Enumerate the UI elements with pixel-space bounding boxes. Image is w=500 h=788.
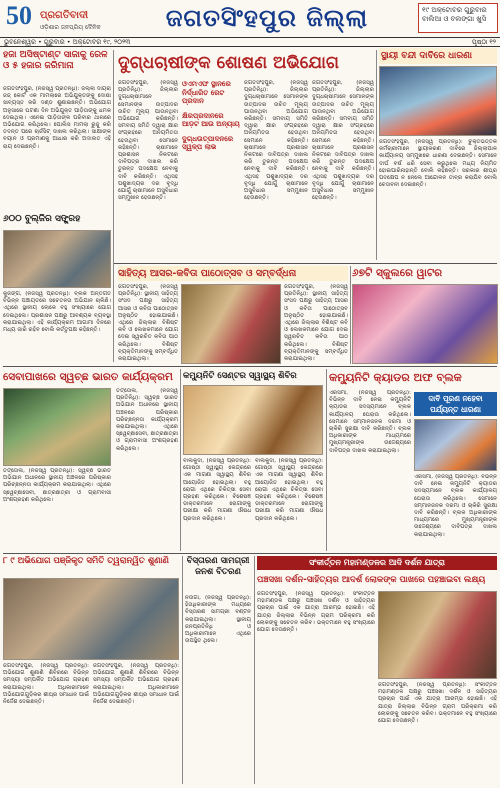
health-headline: କମ୍ୟୁନିଟି ସେଣ୍ଟର ସ୍ୱାସ୍ଥ୍ୟ ଶିବିର bbox=[183, 371, 297, 381]
swachh-headline: ସେବାପାଖରେ ସ୍ୱଚ୍ଛ ଭାରତ କାର୍ଯ୍ୟକ୍ରମ bbox=[3, 371, 173, 383]
column-rule bbox=[113, 50, 114, 362]
swachh-photo bbox=[3, 388, 111, 466]
subhead-2: କ୍ଷିରପ୍ରଦାନରେ ଆଡ଼ଟ ଆଉ ଅନ୍ୟାୟ bbox=[182, 111, 240, 128]
yatra-body-col2: ଜଗତସିଂହପୁର, (ନିଜସ୍ୱ ପ୍ରତିନିଧି): ସଂକୀର୍ତ୍ତନ ମହାମଣ୍ଡଳ ପକ୍ଷରୁ ପଞ୍ଚସଖା ଦର୍ଶନ ଓ ସାହିତ୍ୟର ପ୍ରଚାର ପାଇଁ ଏକ ଯାତ୍ରା ଆରମ୍ଭ ହୋଇଛି। ଏହି ଯାତ୍ରା ଜିଲ୍ଲାର ବିଭିନ୍ନ ଗ୍ରାମ ପରିକ୍ରମା କରି ଲୋକଙ୍କୁ ସଚେତନ କରିବ। ଭକ୍ତମାନେ ବହୁ ସଂଖ୍ୟାରେ ଯୋଗ ଦେଉଛନ୍ତି। bbox=[378, 682, 497, 725]
logo-name: ପ୍ରଗତିବାଦୀ bbox=[40, 10, 89, 21]
story1-headline bbox=[3, 50, 111, 86]
column-rule bbox=[350, 266, 351, 364]
block-body-col2: ଏରସମା, (ନିଜସ୍ୱ ପ୍ରତିନିଧି): ବିଭିନ୍ନ ଦାବି ନେଇ କମ୍ୟୁନିଟି କ୍ୟାଡର ସଦସ୍ୟମାନେ ବ୍ଲକ କାର୍ଯ୍ୟାଳୟ ଘେରାଉ କରିଥିଲେ। ସେମାନେ ସମ୍ମାନଜନକ ଦରମା ଓ ଚାକିରି ସୁରକ୍ଷା ଦାବି କରିଛନ୍ତି। ବ୍ଲକ ଅଧିକାରୀଙ୍କ ମାଧ୍ୟମରେ ମୁଖ୍ୟମନ୍ତ୍ରୀଙ୍କ ଉଦ୍ଦେଶ୍ୟରେ ଦାବିପତ୍ର ଦାଖଲ କରାଯାଇଥିଲା। bbox=[414, 474, 497, 538]
health-photo bbox=[183, 385, 323, 455]
health-body-col2: ବାଲିକୁଦା, (ନିଜସ୍ୱ ପ୍ରତିନିଧି): ଗୋଷ୍ଠୀ ସ୍ୱାସ୍ଥ୍ୟ କେନ୍ଦ୍ରରେ ଏକ ମାଗଣା ସ୍ୱାସ୍ଥ୍ୟ ଶିବିର ଆୟୋଜିତ ହୋଇଥିଲା। ବହୁ ରୋଗୀ ଏଥିରେ ଚିକିତ୍ସା ସେବା ଗ୍ରହଣ କରିଥିଲେ। ବିଶେଷଜ୍ଞ ଡାକ୍ତରମାନେ ରୋଗୀଙ୍କୁ ପରୀକ୍ଷା କରି ମାଗଣା ଔଷଧ ପ୍ରଦାନ କରିଥିଲେ। bbox=[255, 458, 323, 522]
block-headline: କମ୍ୟୁନିଟି କ୍ୟାଡର ଅଫ ବ୍ଲକ bbox=[329, 371, 462, 384]
masthead-logo bbox=[4, 2, 116, 36]
health-body: ବାଲିକୁଦା, (ନିଜସ୍ୱ ପ୍ରତିନିଧି): ଗୋଷ୍ଠୀ ସ୍ୱାସ୍ଥ୍ୟ କେନ୍ଦ୍ରରେ ଏକ ମାଗଣା ସ୍ୱାସ୍ଥ୍ୟ ଶିବିର ଆୟୋଜିତ ହୋଇଥିଲା। ବହୁ ରୋଗୀ ଏଥିରେ ଚିକିତ୍ସା ସେବା ଗ୍ରହଣ କରିଥିଲେ। ବିଶେଷଜ୍ଞ ଡାକ୍ତରମାନେ ରୋଗୀଙ୍କୁ ପରୀକ୍ଷା କରି ମାଗଣା ଔଷଧ ପ୍ରଦାନ କରିଥିଲେ। bbox=[183, 458, 251, 522]
page-number: ପୃଷ୍ଠା ୧୨ bbox=[471, 38, 496, 46]
complaint-headline: ୮ ୯ ଅଭିଯୋଗ ପଞ୍ଜିକୃତ ସମିତି ତ୍ୱରାନ୍ୱିତ ଶୁଣାଣି bbox=[3, 556, 169, 566]
complaint-photo bbox=[3, 578, 179, 660]
main-headline: ଦୁଗ୍ଧଚାଷୀଙ୍କ ଶୋଷଣ ଅଭିଯୋଗ bbox=[118, 53, 339, 73]
yatra-headline: ପଞ୍ଚସଖା ଦର୍ଶନ-ସାହିତ୍ୟର ଆଦର୍ଶ ଲୋକଙ୍କ ପାଖରେ ପହଞ୍ଚାଇବା ଲକ୍ଷ୍ୟ bbox=[257, 575, 486, 585]
main-body-col1: ଜଗତସିଂହପୁର, (ନିଜସ୍ୱ ପ୍ରତିନିଧି): ଜିଲ୍ଲାର ଦୁଗ୍ଧଚାଷୀମାନେ ସେମାନଙ୍କ ଉତ୍ପାଦର ଉଚିତ ମୂଲ୍ୟ ପାଉନଥିବା ଅଭିଯୋଗ କରିଛନ୍ତି। ସମବାୟ ସମିତି ଦ୍ୱାରା କ୍ଷୀର ସଂଗ୍ରହରେ ଅନିୟମିତତା ହେଉଥିବା ସେମାନେ କହିଛନ୍ତି। ଚାଷୀମାନେ ପ୍ରଶାସନ ନିକଟରେ ଦାବିପତ୍ର ଦାଖଲ କରି ତୁରନ୍ତ ପଦକ୍ଷେପ ନେବାକୁ ଦାବି କରିଛନ୍ତି। ଏଥିସହ ପଶୁଖାଦ୍ୟର ଦର ବୃଦ୍ଧି ଯୋଗୁଁ ଚାଷୀମାନେ ଅସୁବିଧାର ସମ୍ମୁଖୀନ ହେଉଛନ୍ତି। bbox=[118, 80, 178, 202]
block-body: ଏରସମା, (ନିଜସ୍ୱ ପ୍ରତିନିଧି): ବିଭିନ୍ନ ଦାବି ନେଇ କମ୍ୟୁନିଟି କ୍ୟାଡର ସଦସ୍ୟମାନେ ବ୍ଲକ କାର୍ଯ୍ୟାଳୟ ଘେରାଉ କରିଥିଲେ। ସେମାନେ ସମ୍ମାନଜନକ ଦରମା ଓ ଚାକିରି ସୁରକ୍ଷା ଦାବି କରିଛନ୍ତି। ବ୍ଲକ ଅଧିକାରୀଙ୍କ ମାଧ୍ୟମରେ ମୁଖ୍ୟମନ୍ତ୍ରୀଙ୍କ ଉଦ୍ଦେଶ୍ୟରେ ଦାବିପତ୍ର ଦାଖଲ କରାଯାଇଥିଲା। bbox=[329, 390, 411, 454]
swachh-body: ତିର୍ତ୍ତୋଲ, (ନିଜସ୍ୱ ପ୍ରତିନିଧି): ସ୍ୱଚ୍ଛ ଭାରତ ଅଭିଯାନ ଅଧୀନରେ ସ୍ଥାନୀୟ ଅଞ୍ଚଳରେ ପରିଷ୍କାର ପରିଚ୍ଛନ୍ନତା କାର୍ଯ୍ୟକ୍ରମ କରାଯାଇଥିଲା। ଏଥିରେ ସ୍ୱେଚ୍ଛାସେବୀ, ଛାତ୍ରଛାତ୍ରୀ ଓ ଗ୍ରାମବାସୀ ଅଂଶଗ୍ରହଣ କରିଥିଲେ। bbox=[3, 468, 111, 503]
water-photo bbox=[352, 284, 498, 364]
story1-head-text: ହଜା ଅସିଷ୍ଟାଣ୍ଟ ସାଜାକୁ ରେଳ ଓ ୫ ହଜାର ଜରିମାନା bbox=[3, 50, 108, 71]
main-subheads bbox=[182, 80, 240, 260]
dateline-left: ଭୁବନେଶ୍ୱର • ଗୁରୁବାର • ଅକ୍ଟୋବର ୧୯, ୨୦୨୩ bbox=[4, 38, 131, 46]
subhead-3: ଦୁଗ୍ଧଉତ୍ପାଦନରେ ସ୍ୱଳ୍ପ ଲାଭ bbox=[182, 134, 234, 151]
block-photo bbox=[414, 419, 497, 471]
story2-headline: ୬୦୦ ବୁଲ୍ଜିର ସଙ୍ଗ୍ରହ bbox=[3, 214, 81, 224]
column-rule bbox=[326, 369, 327, 551]
literary-body: ଜଗତସିଂହପୁର, (ନିଜସ୍ୱ ପ୍ରତିନିଧି): ସ୍ଥାନୀୟ ସାହିତ୍ୟ ସଂସଦ ପକ୍ଷରୁ ସାହିତ୍ୟ ଆସର ଓ କବିତା ପାଠୋତ୍ସବ ଅନୁଷ୍ଠିତ ହୋଇଯାଇଛି। ଏଥିରେ ଜିଲ୍ଲାର ବିଶିଷ୍ଟ କବି ଓ ଲେଖକମାନେ ଯୋଗ ଦେଇ ସ୍ୱରଚିତ କବିତା ପାଠ କରିଥିଲେ। ବିଶିଷ୍ଟ ବ୍ୟକ୍ତିମାନଙ୍କୁ ସମ୍ବର୍ଦ୍ଧିତ କରାଯାଇଥିଲା। bbox=[118, 284, 178, 363]
complaint-body: ଜଗତସିଂହପୁର, (ନିଜସ୍ୱ ପ୍ରତିନିଧି): ଅଭିଯୋଗ ଶୁଣାଣି ଶିବିରରେ ବିଭିନ୍ନ ସମସ୍ୟା ସମ୍ପର୍କିତ ଅଭିଯୋଗ ଗ୍ରହଣ କରାଯାଇଥିଲା। ଅଧିକାରୀମାନେ ଅଭିଯୋଗଗୁଡ଼ିକର ଶୀଘ୍ର ସମାଧାନ ପାଇଁ ନିର୍ଦ୍ଦେଶ ଦେଇଛନ୍ତି। bbox=[3, 663, 89, 706]
vistar-body: ନଉଗାଁ, (ନିଜସ୍ୱ ପ୍ରତିନିଧି): ହିତାଧିକାରୀଙ୍କ ମଧ୍ୟରେ ବିସ୍ତାରଣ ସାମଗ୍ରୀ ବଣ୍ଟନ କରାଯାଇଥିଲା। ସ୍ଥାନୀୟ ଜନପ୍ରତିନିଧି ଓ ଅଧିକାରୀମାନେ ଏଥିରେ ଉପସ୍ଥିତ ଥିଲେ। bbox=[185, 595, 251, 645]
section-divider bbox=[3, 366, 497, 367]
dharana-headline: ସ୍ଥାୟୀ ବନ୍ଦୀ ଦାବିରେ ଧାରଣା bbox=[379, 48, 497, 64]
column-rule bbox=[182, 556, 183, 784]
dharana-photo bbox=[379, 66, 497, 136]
yatra-body: ଜଗତସିଂହପୁର, (ନିଜସ୍ୱ ପ୍ରତିନିଧି): ସଂକୀର୍ତ୍ତନ ମହାମଣ୍ଡଳ ପକ୍ଷରୁ ପଞ୍ଚସଖା ଦର୍ଶନ ଓ ସାହିତ୍ୟର ପ୍ରଚାର ପାଇଁ ଏକ ଯାତ୍ରା ଆରମ୍ଭ ହୋଇଛି। ଏହି ଯାତ୍ରା ଜିଲ୍ଲାର ବିଭିନ୍ନ ଗ୍ରାମ ପରିକ୍ରମା କରି ଲୋକଙ୍କୁ ସଚେତନ କରିବ। ଭକ୍ତମାନେ ବହୁ ସଂଖ୍ୟାରେ ଯୋଗ ଦେଉଛନ୍ତି। bbox=[257, 591, 375, 634]
district-title: ଜଗତସିଂହପୁର ଜିଲ୍ଲା bbox=[165, 4, 369, 32]
main-body-col3: ଜଗତସିଂହପୁର, (ନିଜସ୍ୱ ପ୍ରତିନିଧି): ଜିଲ୍ଲାର ଦୁଗ୍ଧଚାଷୀମାନେ ସେମାନଙ୍କ ଉତ୍ପାଦର ଉଚିତ ମୂଲ୍ୟ ପାଉନଥିବା ଅଭିଯୋଗ କରିଛନ୍ତି। ସମବାୟ ସମିତି ଦ୍ୱାରା କ୍ଷୀର ସଂଗ୍ରହରେ ଅନିୟମିତତା ହେଉଥିବା ସେମାନେ କହିଛନ୍ତି। ଚାଷୀମାନେ ପ୍ରଶାସନ ନିକଟରେ ଦାବିପତ୍ର ଦାଖଲ କରି ତୁରନ୍ତ ପଦକ୍ଷେପ ନେବାକୁ ଦାବି କରିଛନ୍ତି। ଏଥିସହ ପଶୁଖାଦ୍ୟର ଦର ବୃଦ୍ଧି ଯୋଗୁଁ ଚାଷୀମାନେ ଅସୁବିଧାର ସମ୍ମୁଖୀନ ହେଉଛନ୍ତି। bbox=[312, 80, 374, 202]
subhead-1: ଓଏମଏଫ ସ୍ଥାନରେ ନିର୍ଦ୍ଧାରିତ ରେଟ ପ୍ରଦାନ bbox=[182, 80, 231, 105]
dharana-body: ଜଗତସିଂହପୁର, (ନିଜସ୍ୱ ପ୍ରତିନିଧି): ଚୁକ୍ତିଭିତ୍ତିକ କର୍ମଚାରୀମାନେ ସ୍ଥାୟୀକରଣ ଦାବିରେ ଜିଲ୍ଲାପାଳ କାର୍ଯ୍ୟାଳୟ ସମ୍ମୁଖରେ ଧାରଣା ଦେଇଛନ୍ତି। ସେମାନେ ଦୀର୍ଘ ବର୍ଷ ଧରି ସେବା କରୁଥିଲେ ମଧ୍ୟ ନିୟମିତ ହୋଇପାରିନାହାନ୍ତି ବୋଲି କହିଛନ୍ତି। ସରକାର ଶୀଘ୍ର ପଦକ୍ଷେପ ନ ନେଲେ ଆନ୍ଦୋଳନ ତୀବ୍ର କରାଯିବ ବୋଲି ଚେତାବନୀ ଦେଇଛନ୍ତି। bbox=[379, 139, 497, 189]
column-rule bbox=[254, 556, 255, 784]
dateline bbox=[0, 37, 500, 47]
column-rule bbox=[376, 50, 377, 260]
main-body-col2: ଜଗତସିଂହପୁର, (ନିଜସ୍ୱ ପ୍ରତିନିଧି): ଜିଲ୍ଲାର ଦୁଗ୍ଧଚାଷୀମାନେ ସେମାନଙ୍କ ଉତ୍ପାଦର ଉଚିତ ମୂଲ୍ୟ ପାଉନଥିବା ଅଭିଯୋଗ କରିଛନ୍ତି। ସମବାୟ ସମିତି ଦ୍ୱାରା କ୍ଷୀର ସଂଗ୍ରହରେ ଅନିୟମିତତା ହେଉଥିବା ସେମାନେ କହିଛନ୍ତି। ଚାଷୀମାନେ ପ୍ରଶାସନ ନିକଟରେ ଦାବିପତ୍ର ଦାଖଲ କରି ତୁରନ୍ତ ପଦକ୍ଷେପ ନେବାକୁ ଦାବି କରିଛନ୍ତି। ଏଥିସହ ପଶୁଖାଦ୍ୟର ଦର ବୃଦ୍ଧି ଯୋଗୁଁ ଚାଷୀମାନେ ଅସୁବିଧାର ସମ୍ମୁଖୀନ ହେଉଛନ୍ତି। bbox=[244, 80, 308, 202]
literary-photo bbox=[181, 284, 281, 364]
literary-body-col2: ଜଗତସିଂହପୁର, (ନିଜସ୍ୱ ପ୍ରତିନିଧି): ସ୍ଥାନୀୟ ସାହିତ୍ୟ ସଂସଦ ପକ୍ଷରୁ ସାହିତ୍ୟ ଆସର ଓ କବିତା ପାଠୋତ୍ସବ ଅନୁଷ୍ଠିତ ହୋଇଯାଇଛି। ଏଥିରେ ଜିଲ୍ଲାର ବିଶିଷ୍ଟ କବି ଓ ଲେଖକମାନେ ଯୋଗ ଦେଇ ସ୍ୱରଚିତ କବିତା ପାଠ କରିଥିଲେ। ବିଶିଷ୍ଟ ବ୍ୟକ୍ତିମାନଙ୍କୁ ସମ୍ବର୍ଦ୍ଧିତ କରାଯାଇଥିଲା। bbox=[284, 284, 348, 363]
story1-body: ଜଗତସିଂହପୁର, (ନିଜସ୍ୱ ପ୍ରତିନିଧି): ଜିଲ୍ଲା ଦାୟରା ଜଜ୍ କୋର୍ଟ ଏକ ମାମଲାରେ ଅଭିଯୁକ୍ତଙ୍କୁ ଦୋଷୀ ସାବ୍ୟସ୍ତ କରି ଦଣ୍ଡ ଶୁଣାଇଛନ୍ତି। ଅଭିଯୋଗ ଅନୁସାରେ ଘଟଣା ଦିନ ଅଭିଯୁକ୍ତ ପୀଡ଼ିତାଙ୍କୁ ଧମକ ଦେଇଥିଲା। ଏନେଇ ପୀଡ଼ିତାଙ୍କ ପରିବାର ଥାନାରେ ଅଭିଯୋଗ କରିଥିଲେ। ପୋଲିସ ମାମଲା ରୁଜୁ କରି ତଦନ୍ତ ପରେ ଚାର୍ଜସିଟ୍ ଦାଖଲ କରିଥିଲା। ସାକ୍ଷୀଙ୍କ ବୟାନ ଓ ପ୍ରମାଣକୁ ଆଧାର କରି ଅଦାଲତ ଏହି ରାୟ ଦେଇଛନ୍ତି। bbox=[3, 86, 111, 150]
demand-callout: ଦାବି ପୂରଣ ନହେବା ପର୍ଯ୍ୟନ୍ତ ଧାରଣା bbox=[414, 392, 497, 416]
yatra-banner: ସଂକୀର୍ତ୍ତନ ମହାମଣ୍ଡଳର ଆଦି ଦର୍ଶନ ଯାତ୍ରା bbox=[257, 556, 497, 570]
logo-tagline: ଓଡ଼ିଶାର ଜନପ୍ରିୟ ଦୈନିକ bbox=[40, 24, 101, 31]
complaint-body-col2: ଜଗତସିଂହପୁର, (ନିଜସ୍ୱ ପ୍ରତିନିଧି): ଅଭିଯୋଗ ଶୁଣାଣି ଶିବିରରେ ବିଭିନ୍ନ ସମସ୍ୟା ସମ୍ପର୍କିତ ଅଭିଯୋଗ ଗ୍ରହଣ କରାଯାଇଥିଲା। ଅଧିକାରୀମାନେ ଅଭିଯୋଗଗୁଡ଼ିକର ଶୀଘ୍ର ସମାଧାନ ପାଇଁ ନିର୍ଦ୍ଦେଶ ଦେଇଛନ୍ତି। bbox=[93, 663, 179, 706]
column-rule bbox=[180, 369, 181, 551]
story2-photo bbox=[3, 230, 111, 288]
header-promo-box: ୧୯ ଅକ୍ଟୋବର ଗୁରୁବାର ବାଲିଆ ଓ ବଲଙ୍ଗା ଖୁସି bbox=[418, 3, 498, 33]
section-divider bbox=[3, 553, 497, 554]
logo-number: 50 bbox=[6, 2, 32, 30]
story2-body: କୁଜଙ୍ଗ, (ନିଜସ୍ୱ ପ୍ରତିନିଧି): ବ୍ଲକ ଅନ୍ତର୍ଗତ ବିଭିନ୍ନ ପଞ୍ଚାୟତରେ ସଚେତନତା ଅଭିଯାନ ଚାଲିଛି। ଏଥିରେ ସ୍ଥାନୀୟ ଲୋକେ ବହୁ ସଂଖ୍ୟାରେ ଯୋଗ ଦେଇଥିଲେ। ପ୍ରଶାସନ ପକ୍ଷରୁ ଆବଶ୍ୟକ ବ୍ୟବସ୍ଥା କରାଯାଇଥିଲା। ଏହି କାର୍ଯ୍ୟକ୍ରମ ଆଗାମୀ ଦିନରେ ମଧ୍ୟ ଜାରି ରହିବ ବୋଲି କର୍ତ୍ତୃପକ୍ଷ କହିଛନ୍ତି। bbox=[3, 291, 111, 334]
yatra-photo bbox=[378, 591, 497, 679]
water-headline: ୬୭ଟି ସ୍କୁଲରେ ୱାଟର bbox=[352, 267, 443, 279]
vistar-headline: ବିସ୍ତାରଣ ସାମଗ୍ରୀ ଜନଶ ବିତରଣ bbox=[186, 556, 250, 577]
swachh-body-col2: ତିର୍ତ୍ତୋଲ, (ନିଜସ୍ୱ ପ୍ରତିନିଧି): ସ୍ୱଚ୍ଛ ଭାରତ ଅଭିଯାନ ଅଧୀନରେ ସ୍ଥାନୀୟ ଅଞ୍ଚଳରେ ପରିଷ୍କାର ପରିଚ୍ଛନ୍ନତା କାର୍ଯ୍ୟକ୍ରମ କରାଯାଇଥିଲା। ଏଥିରେ ସ୍ୱେଚ୍ଛାସେବୀ, ଛାତ୍ରଛାତ୍ରୀ ଓ ଗ୍ରାମବାସୀ ଅଂଶଗ୍ରହଣ କରିଥିଲେ। bbox=[116, 388, 178, 452]
literary-headline: ସାହିତ୍ୟ ଆସର-କବିତା ପାଠୋତ୍ସବ ଓ ସମ୍ବର୍ଦ୍ଧନା bbox=[118, 266, 348, 281]
